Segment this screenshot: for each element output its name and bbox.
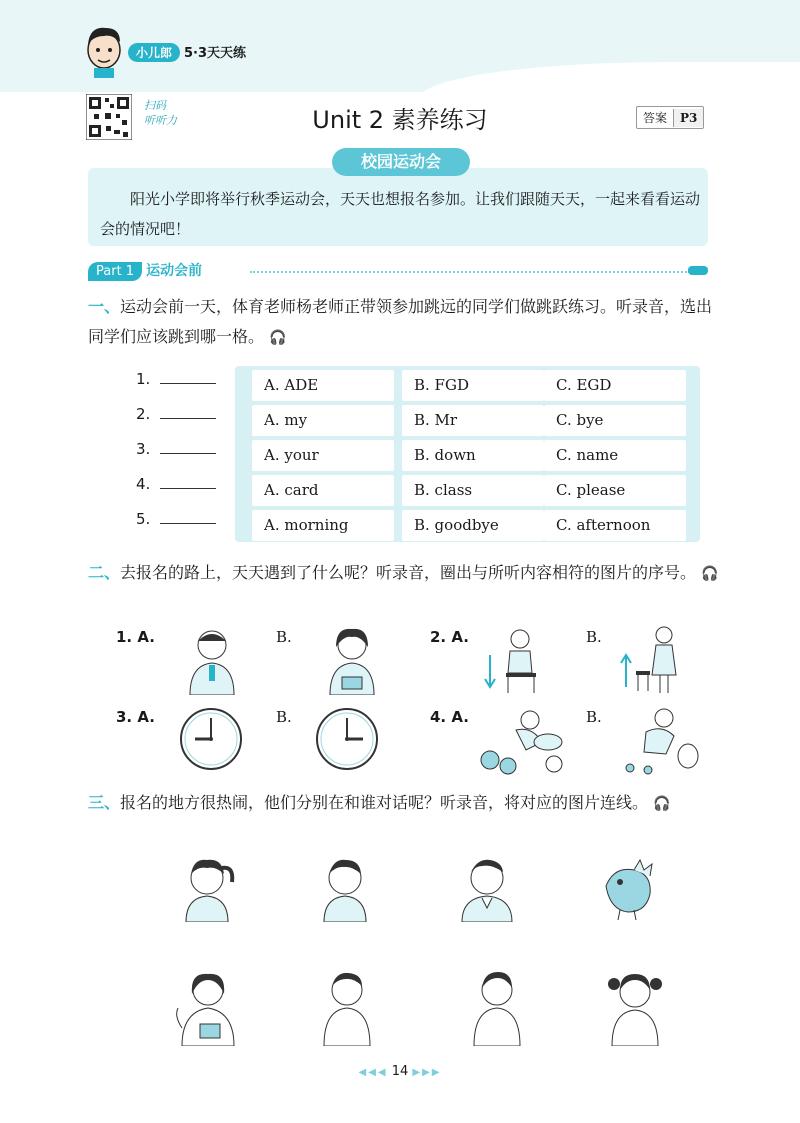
blank-row[interactable]: 3. xyxy=(136,440,216,475)
option-cell: A. my xyxy=(252,405,394,436)
option-cell: C. please xyxy=(544,475,686,506)
girl-figure-icon[interactable] xyxy=(320,625,384,695)
option-cell: C. bye xyxy=(544,405,686,436)
option-cell: B. FGD xyxy=(402,370,544,401)
arrows-right-icon: ▶▶▶ xyxy=(412,1067,442,1078)
option-cell: C. afternoon xyxy=(544,510,686,541)
answer-blanks xyxy=(136,370,216,545)
qr-label: 扫码 听听力 xyxy=(144,99,177,127)
option-cell: B. Mr xyxy=(402,405,544,436)
boy-c-icon[interactable] xyxy=(462,966,532,1046)
option-cell: C. EGD xyxy=(544,370,686,401)
part-header xyxy=(88,260,202,281)
boy-a-icon[interactable] xyxy=(310,852,380,922)
option-cell: A. morning xyxy=(252,510,394,541)
option-cell: A. card xyxy=(252,475,394,506)
answer-ref: 答案 P3 xyxy=(636,106,704,129)
option-cell: A. your xyxy=(252,440,394,471)
page-title: Unit 2 素养练习 xyxy=(312,106,488,134)
question-2 xyxy=(88,558,728,589)
option-cell: C. name xyxy=(544,440,686,471)
woman-teacher-icon[interactable] xyxy=(168,966,246,1046)
page-number: ◀◀◀ 14 ▶▶▶ xyxy=(358,1064,442,1079)
kid-with-balls-icon[interactable] xyxy=(476,706,568,776)
brand xyxy=(128,42,246,62)
option-cell: B. class xyxy=(402,475,544,506)
q2-item-1: 1. A. xyxy=(116,628,155,646)
options-grid xyxy=(252,370,692,546)
boy-b-icon[interactable] xyxy=(312,966,382,1046)
option-cell: B. goodbye xyxy=(402,510,544,541)
question-3 xyxy=(88,788,728,819)
q2-item-1-b[interactable]: B. xyxy=(276,628,292,646)
headphone-icon[interactable]: 🎧 xyxy=(269,330,287,346)
intro-tag: 校园运动会 xyxy=(332,148,470,176)
q2-item-2: 2. A. xyxy=(430,628,469,646)
kid-with-basket-icon[interactable] xyxy=(610,706,700,776)
question-1 xyxy=(88,292,728,353)
girl-pigtails-icon[interactable] xyxy=(600,966,670,1046)
blank-row[interactable]: 5. xyxy=(136,510,216,545)
option-cell: B. down xyxy=(402,440,544,471)
brand-logo: 小儿郎 xyxy=(128,43,180,62)
stand-up-figure-icon[interactable] xyxy=(614,625,684,695)
question-1-number: 一、 xyxy=(88,297,121,316)
clock-nine-icon[interactable] xyxy=(178,706,244,772)
question-2-number: 二、 xyxy=(88,563,121,582)
part-tag: Part 1 xyxy=(88,262,142,281)
blank-row[interactable]: 1. xyxy=(136,370,216,405)
q2-item-4: 4. A. xyxy=(430,708,469,726)
dinosaur-icon[interactable] xyxy=(594,856,664,922)
blank-row[interactable]: 2. xyxy=(136,405,216,440)
arrows-left-icon: ◀◀◀ xyxy=(358,1067,388,1078)
q2-item-3: 3. A. xyxy=(116,708,155,726)
part-divider-end xyxy=(688,266,708,275)
question-2-text: 去报名的路上，天天遇到了什么呢？听录音，圈出与所听内容相符的图片的序号。 xyxy=(120,563,697,582)
q2-item-2-b[interactable]: B. xyxy=(586,628,602,646)
brand-series: 5·3天天练 xyxy=(184,46,247,61)
boy-figure-icon[interactable] xyxy=(180,625,244,695)
part-divider xyxy=(250,271,690,273)
man-teacher-icon[interactable] xyxy=(452,852,522,922)
blank-row[interactable]: 4. xyxy=(136,475,216,510)
question-3-number: 三、 xyxy=(88,793,121,812)
headphone-icon[interactable]: 🎧 xyxy=(701,566,719,582)
part-name: 运动会前 xyxy=(146,263,203,279)
mascot-icon xyxy=(80,20,128,78)
sit-down-figure-icon[interactable] xyxy=(476,625,546,695)
question-3-text: 报名的地方很热闹，他们分别在和谁对话呢？听录音，将对应的图片连线。 xyxy=(120,793,649,812)
q2-item-4-b[interactable]: B. xyxy=(586,708,602,726)
option-cell: A. ADE xyxy=(252,370,394,401)
girl-ponytail-icon[interactable] xyxy=(172,852,242,922)
q2-item-3-b[interactable]: B. xyxy=(276,708,292,726)
clock-three-icon[interactable] xyxy=(314,706,380,772)
headphone-icon[interactable]: 🎧 xyxy=(653,796,671,812)
question-1-text: 运动会前一天，体育老师杨老师正带领参加跳远的同学们做跳跃练习。听录音，选出同学们应该跳到哪一格。 xyxy=(88,297,713,346)
intro-text: 阳光小学即将举行秋季运动会，天天也想报名参加。让我们跟随天天，一起来看看运动会的情况吧！ xyxy=(100,190,701,238)
